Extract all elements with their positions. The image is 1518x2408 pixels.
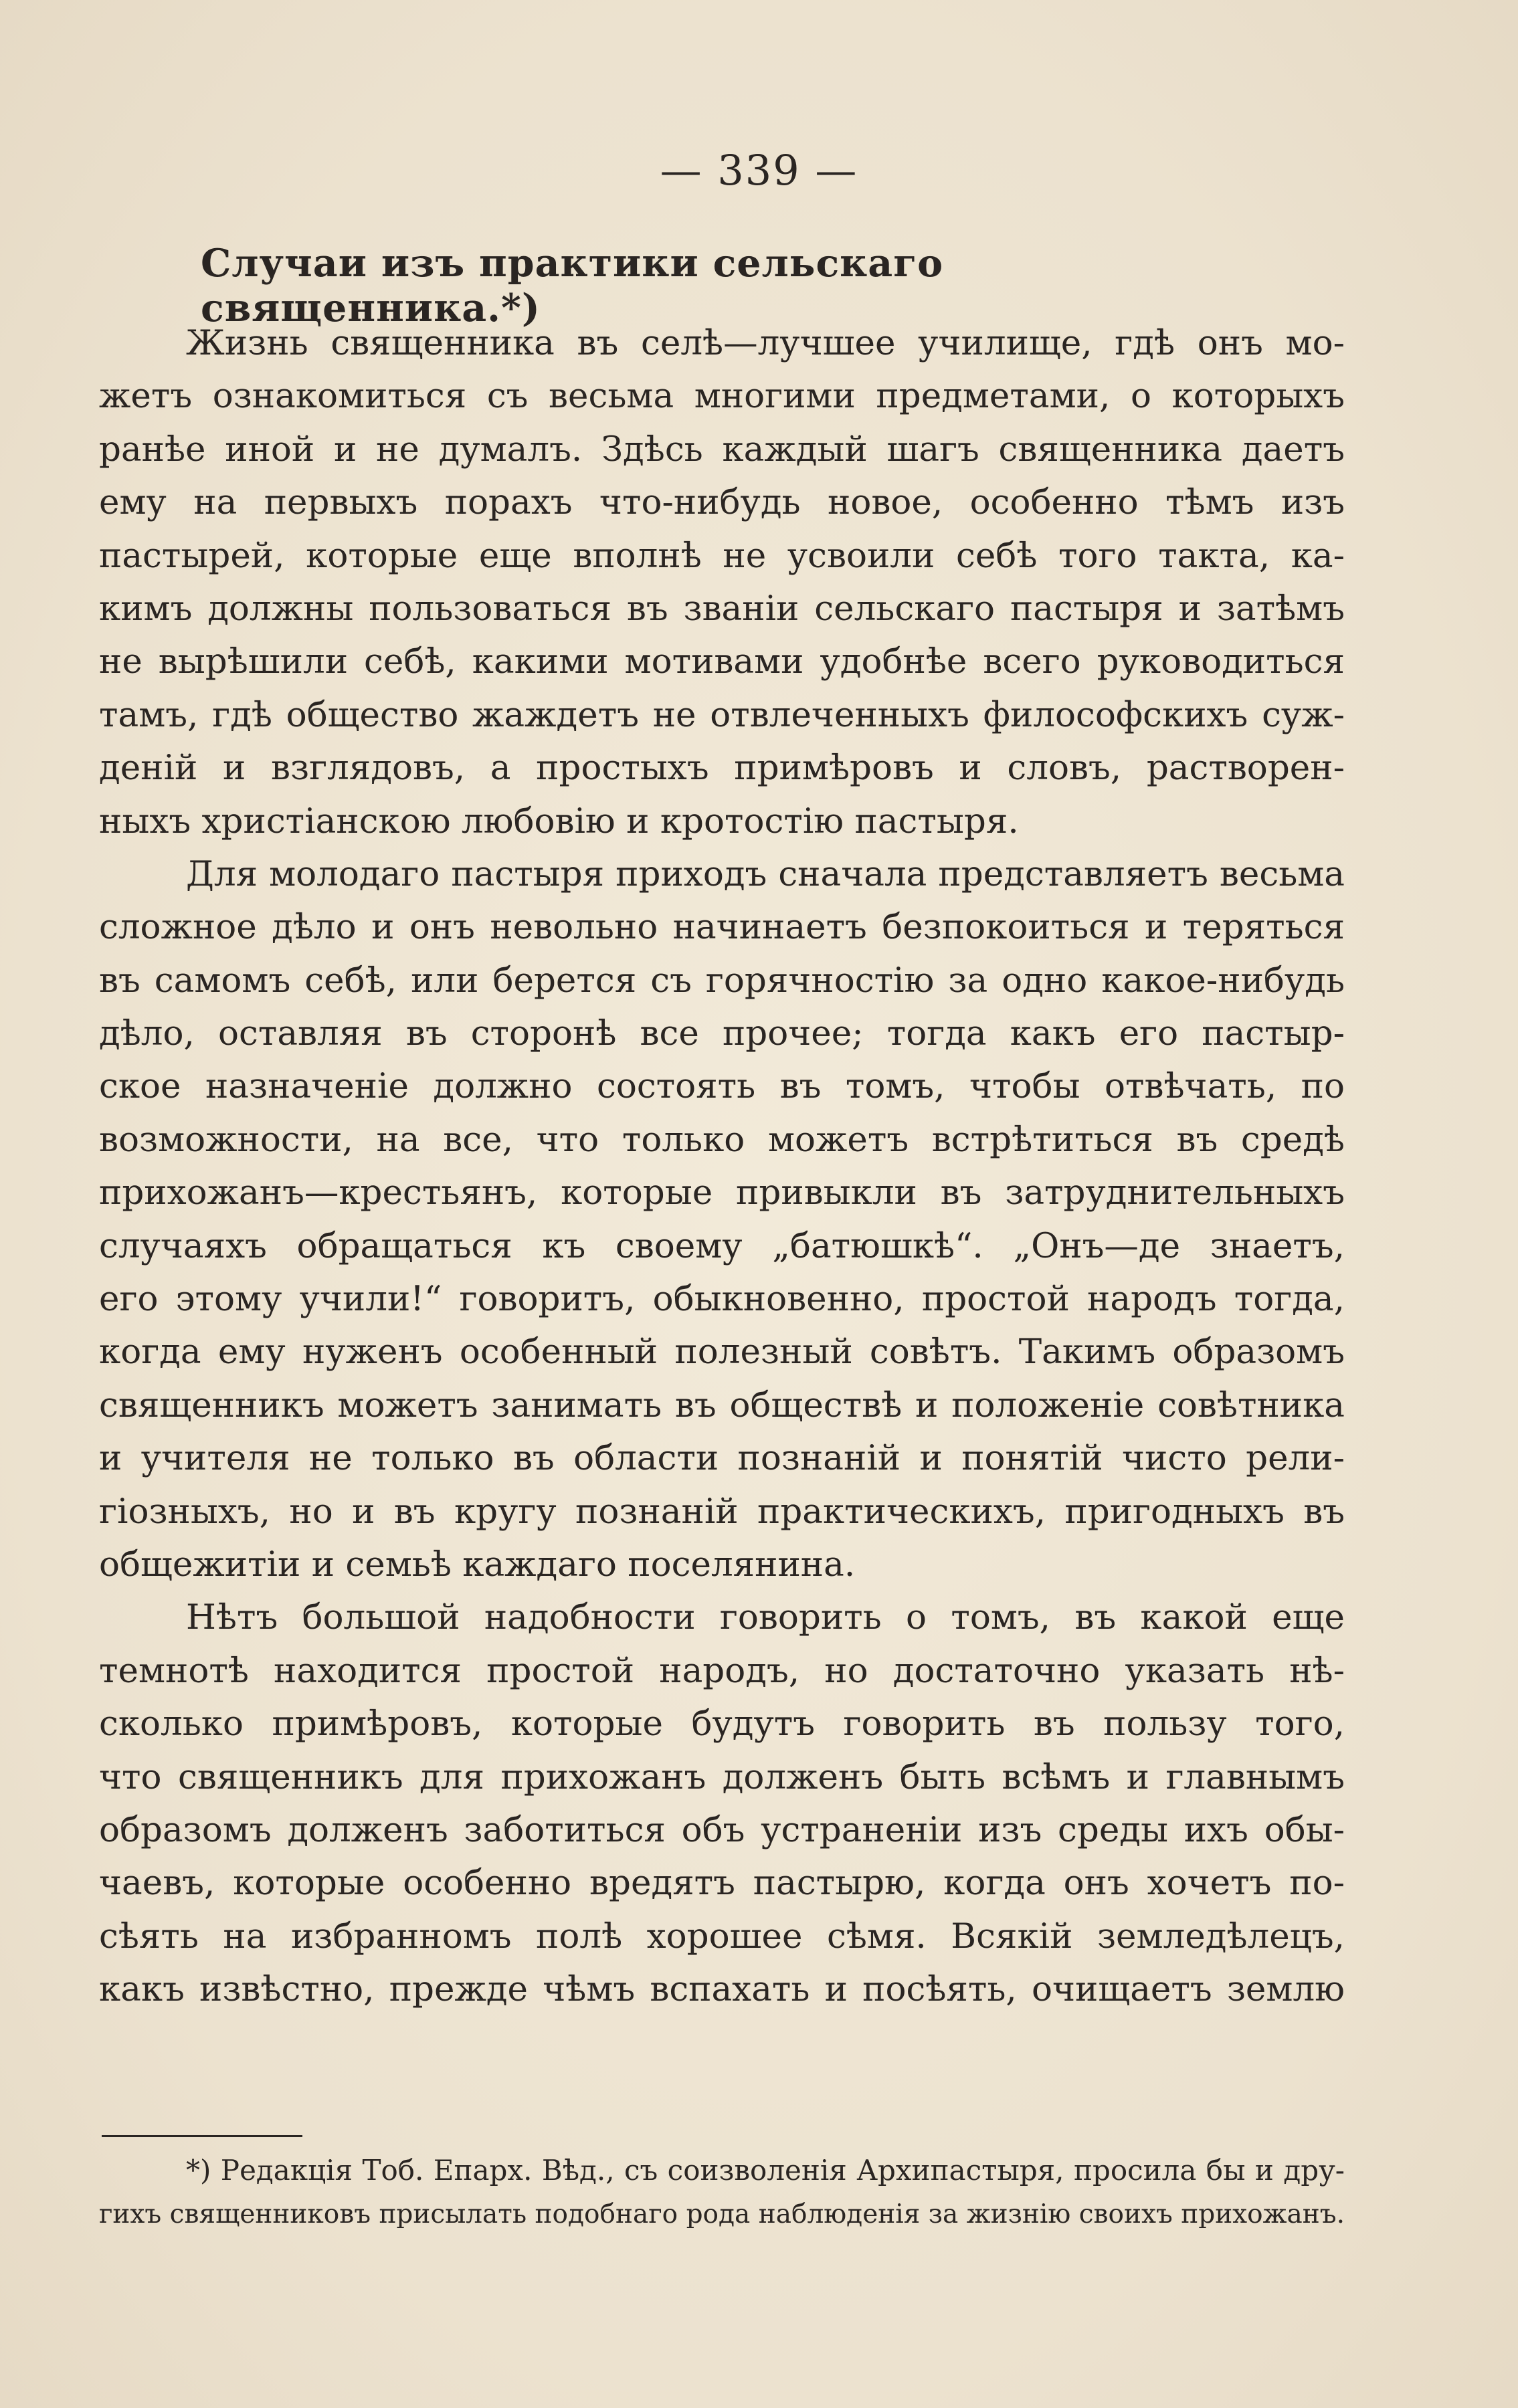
text-line: какъ извѣстно, прежде чѣмъ вспахать и посѣять, очищаетъ землю — [99, 1969, 1345, 2010]
text-line: когда ему нуженъ особенный полезный совѣтъ. Такимъ образомъ — [99, 1332, 1345, 1373]
text-line: сколько примѣровъ, которые будутъ говорить въ пользу того, — [99, 1704, 1345, 1744]
text-line: кимъ должны пользоваться въ званіи сельскаго пастыря и затѣмъ — [99, 588, 1345, 629]
footnote-divider — [102, 2135, 302, 2137]
text-line: сѣять на избранномъ полѣ хорошее сѣмя. Всякій земледѣлецъ, — [99, 1916, 1345, 1956]
article-body — [99, 317, 1345, 2017]
text-line: въ самомъ себѣ, или берется съ горячностію за одно какое-нибудь — [99, 960, 1345, 1001]
text-line: Для молодаго пастыря приходъ сначала представляетъ весьма — [186, 854, 1345, 894]
text-line: и учителя не только въ области познаній и понятій чисто рели- — [99, 1438, 1345, 1479]
text-line: ранѣе иной и не думалъ. Здѣсь каждый шагъ священника даетъ — [99, 429, 1345, 470]
text-line: чаевъ, которые особенно вредятъ пастырю, когда онъ хочетъ по- — [99, 1863, 1345, 1904]
text-line: случаяхъ обращаться къ своему „батюшкѣ“. „Онъ—де знаетъ, — [99, 1225, 1345, 1266]
text-line: сложное дѣло и онъ невольно начинаетъ безпокоиться и теряться — [99, 907, 1345, 948]
text-line: ское назначеніе должно состоять въ томъ, чтобы отвѣчать, по — [99, 1066, 1345, 1107]
text-line: темнотѣ находится простой народъ, но достаточно указать нѣ- — [99, 1650, 1345, 1691]
text-line: ему на первыхъ порахъ что-нибудь новое, особенно тѣмъ изъ — [99, 482, 1345, 523]
text-line: деній и взглядовъ, а простыхъ примѣровъ и словъ, растворен- — [99, 748, 1345, 789]
text-line: дѣло, оставляя въ сторонѣ все прочее; тогда какъ его пастыр- — [99, 1013, 1345, 1054]
text-line: ныхъ христіанскою любовію и кротостію пастыря. — [99, 801, 1019, 841]
text-line: гіозныхъ, но и въ кругу познаній практическихъ, пригодныхъ въ — [99, 1491, 1345, 1532]
text-line: Нѣтъ большой надобности говорить о томъ, въ какой еще — [186, 1597, 1345, 1638]
paragraph-3 — [99, 1591, 1345, 2016]
text-line: прихожанъ—крестьянъ, которые привыкли въ затруднительныхъ — [99, 1173, 1345, 1213]
text-line: образомъ долженъ заботиться объ устраненіи изъ среды ихъ обы- — [99, 1809, 1345, 1850]
footnote-line: гихъ священниковъ присылать подобнаго рода наблюденія за жизнію своихъ прихожанъ. — [99, 2199, 1345, 2229]
page-number: — 339 — — [660, 146, 858, 195]
footnote — [99, 2148, 1345, 2237]
text-line: Жизнь священника въ селѣ—лучшее училище, гдѣ онъ мо- — [186, 323, 1345, 363]
text-line: его этому учили!“ говоритъ, обыкновенно, простой народъ тогда, — [99, 1279, 1345, 1320]
paragraph-1 — [99, 317, 1345, 848]
paragraph-2 — [99, 848, 1345, 1591]
article-title: Случаи изъ практики сельскаго священника.*) — [201, 241, 944, 330]
text-line: тамъ, гдѣ общество жаждетъ не отвлеченныхъ философскихъ суж- — [99, 694, 1345, 735]
text-line: священникъ можетъ занимать въ обществѣ и положеніе совѣтника — [99, 1385, 1345, 1425]
text-line: общежитіи и семьѣ каждаго поселянина. — [99, 1544, 856, 1585]
text-line: что священникъ для прихожанъ долженъ быть всѣмъ и главнымъ — [99, 1757, 1345, 1797]
text-line: жетъ ознакомиться съ весьма многими предметами, о которыхъ — [99, 376, 1345, 417]
footnote-line: *) Редакція Тоб. Епарх. Вѣд., съ соизволенія Архипастыря, просила бы и дру- — [186, 2154, 1345, 2187]
text-line: возможности, на все, что только можетъ встрѣтиться въ средѣ — [99, 1119, 1345, 1160]
text-line: не вырѣшили себѣ, какими мотивами удобнѣе всего руководиться — [99, 641, 1345, 682]
text-line: пастырей, которые еще вполнѣ не усвоили себѣ того такта, ка- — [99, 535, 1345, 576]
